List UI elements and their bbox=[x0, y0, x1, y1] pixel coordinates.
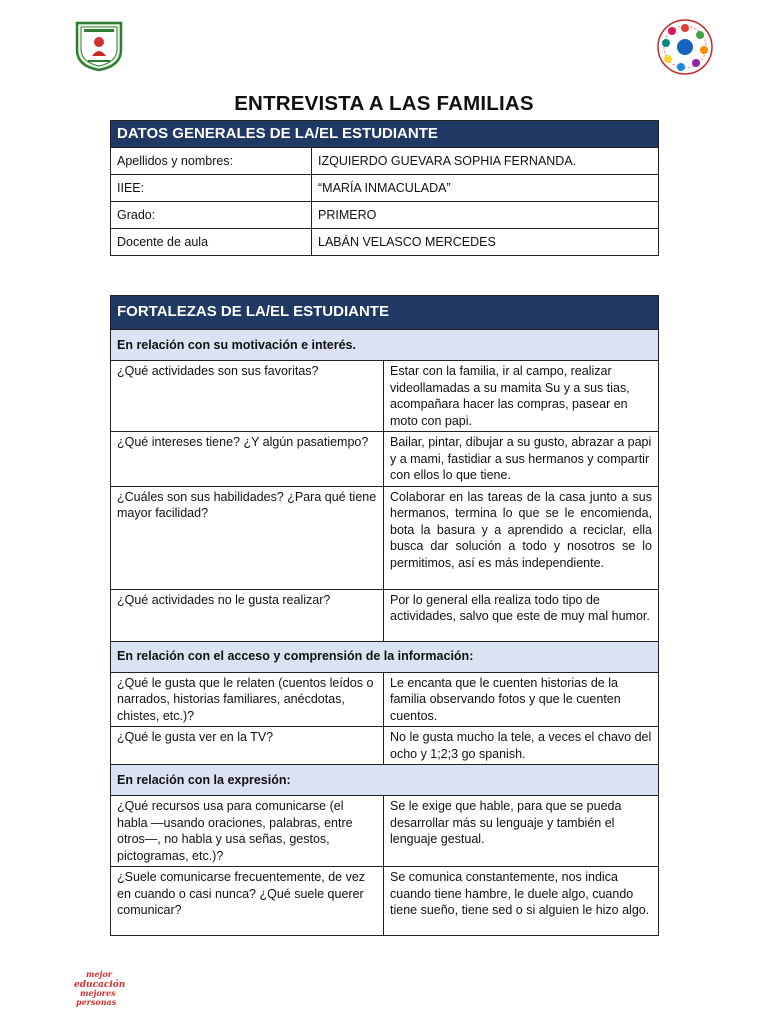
table-row bbox=[111, 202, 659, 229]
field-value: LABÁN VELASCO MERCEDES bbox=[312, 229, 659, 256]
answer-cell: Por lo general ella realiza todo tipo de actividades, salvo que este de muy mal humor. bbox=[384, 589, 659, 641]
answer-cell: Se le exige que hable, para que se pueda desarrollar más su lenguaje y también el lenguaje gestual. bbox=[384, 796, 659, 867]
field-label: Docente de aula bbox=[111, 229, 312, 256]
field-value: “MARÍA INMACULADA” bbox=[312, 175, 659, 202]
question-cell: ¿Qué le gusta ver en la TV? bbox=[111, 727, 384, 765]
general-data-table bbox=[110, 120, 659, 256]
slogan-logo bbox=[72, 968, 126, 1008]
field-label: IIEE: bbox=[111, 175, 312, 202]
question-cell: ¿Suele comunicarse frecuentemente, de vez en cuando o casi nunca? ¿Qué suele querer comunicar? bbox=[111, 867, 384, 936]
table-row bbox=[111, 672, 659, 727]
table-row bbox=[111, 229, 659, 256]
question-cell: ¿Qué actividades no le gusta realizar? bbox=[111, 589, 384, 641]
page-title: ENTREVISTA A LAS FAMILIAS bbox=[234, 92, 534, 115]
table-row bbox=[111, 867, 659, 936]
table-row bbox=[111, 361, 659, 432]
section-title-information: En relación con el acceso y comprensión de la información: bbox=[111, 641, 659, 672]
field-value: PRIMERO bbox=[312, 202, 659, 229]
answer-cell: No le gusta mucho la tele, a veces el chavo del ocho y 1;2;3 go spanish. bbox=[384, 727, 659, 765]
strengths-table bbox=[110, 295, 659, 936]
strengths-header: FORTALEZAS DE LA/EL ESTUDIANTE bbox=[111, 296, 659, 330]
table-row bbox=[111, 796, 659, 867]
field-label: Grado: bbox=[111, 202, 312, 229]
section-title-motivation: En relación con su motivación e interés. bbox=[111, 330, 659, 361]
question-cell: ¿Cuáles son sus habilidades? ¿Para qué tiene mayor facilidad? bbox=[111, 486, 384, 589]
svg-text:mejores: mejores bbox=[80, 988, 116, 998]
table-row bbox=[111, 589, 659, 641]
table-row bbox=[111, 727, 659, 765]
svg-text:personas: personas bbox=[76, 997, 117, 1007]
table-row bbox=[111, 175, 659, 202]
table-row bbox=[111, 148, 659, 175]
answer-cell: Le encanta que le cuenten historias de la familia observando fotos y que le cuenten cuentos. bbox=[384, 672, 659, 727]
question-cell: ¿Qué intereses tiene? ¿Y algún pasatiempo? bbox=[111, 432, 384, 487]
school-crest-icon bbox=[74, 20, 124, 72]
table-row bbox=[111, 486, 659, 589]
field-value: IZQUIERDO GUEVARA SOPHIA FERNANDA. bbox=[312, 148, 659, 175]
question-cell: ¿Qué recursos usa para comunicarse (el habla —usando oraciones, palabras, entre otros—, no habla y usa señas, gestos, pictogramas, etc.)? bbox=[111, 796, 384, 867]
svg-text:mejor: mejor bbox=[86, 969, 112, 979]
question-cell: ¿Qué actividades son sus favoritas? bbox=[111, 361, 384, 432]
section-title-expression: En relación con la expresión: bbox=[111, 765, 659, 796]
field-label: Apellidos y nombres: bbox=[111, 148, 312, 175]
question-cell: ¿Qué le gusta que le relaten (cuentos leídos o narrados, historias familiares, anécdotas, chistes, etc.)? bbox=[111, 672, 384, 727]
answer-cell: Se comunica constantemente, nos indica cuando tiene hambre, le duele algo, cuando tiene sueño, tiene sed o si alguien le hizo algo. bbox=[384, 867, 659, 936]
table-row bbox=[111, 432, 659, 487]
answer-cell: Estar con la familia, ir al campo, realizar videollamadas a su mamita Su y a sus tias, acompañara hacer las compras, pasear en moto con papi. bbox=[384, 361, 659, 432]
circular-emblem-icon bbox=[656, 18, 714, 76]
answer-cell: Colaborar en las tareas de la casa junto a sus hermanos, termina lo que se le encomienda, bota la basura y a aprendido a reciclar, ella busca dar solución a todo y nosotros se lo permitimos, así es más independiente. bbox=[384, 486, 659, 589]
answer-cell: Bailar, pintar, dibujar a su gusto, abrazar a papi y a mami, fastidiar a sus hermanos y compartir con ellos lo que tiene. bbox=[384, 432, 659, 487]
general-data-header: DATOS GENERALES DE LA/EL ESTUDIANTE bbox=[111, 121, 659, 148]
svg-text:educación: educación bbox=[74, 980, 126, 990]
